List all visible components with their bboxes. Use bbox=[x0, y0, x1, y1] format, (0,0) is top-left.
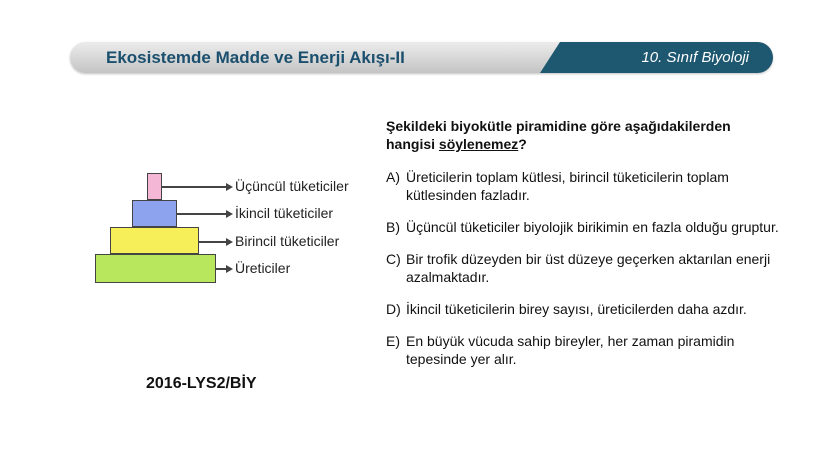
biomass-pyramid-figure bbox=[88, 165, 368, 295]
exam-code: 2016-LYS2/BİY bbox=[146, 375, 257, 392]
option-text: Üçüncül tüketiciler biyolojik birikimin en fazla olduğu gruptur. bbox=[406, 219, 779, 235]
answer-options bbox=[386, 168, 786, 382]
label-tertiary: Üçüncül tüketiciler bbox=[235, 178, 349, 194]
pyramid-layer-tertiary bbox=[147, 173, 162, 200]
option-letter: E) bbox=[386, 333, 400, 349]
option-letter: B) bbox=[386, 219, 400, 235]
pyramid-layer-producers bbox=[95, 254, 216, 283]
arrow-primary bbox=[199, 241, 227, 243]
option-a[interactable] bbox=[386, 168, 786, 204]
page-title: Ekosistemde Madde ve Enerji Akışı-II bbox=[106, 48, 405, 67]
option-text: Üreticilerin toplam kütlesi, birincil tüketicilerin toplam kütlesinden fazladır. bbox=[406, 169, 729, 203]
arrow-secondary bbox=[177, 213, 227, 215]
option-letter: C) bbox=[386, 251, 401, 267]
header-banner bbox=[70, 42, 773, 73]
option-c[interactable] bbox=[386, 250, 786, 286]
pyramid-layer-primary bbox=[110, 227, 199, 254]
arrow-tertiary bbox=[162, 186, 227, 188]
option-letter: A) bbox=[386, 169, 400, 185]
question-stem-end: ? bbox=[518, 136, 527, 152]
label-producers: Üreticiler bbox=[235, 260, 291, 276]
option-b[interactable] bbox=[386, 218, 786, 236]
option-text: En büyük vücuda sahip bireyler, her zaman piramidin tepesinde yer alır. bbox=[406, 333, 735, 367]
option-text: Bir trofik düzeyden bir üst düzeye geçerken aktarılan enerji azalmaktadır. bbox=[406, 251, 771, 285]
option-letter: D) bbox=[386, 301, 401, 317]
question-stem-emphasis: söylenemez bbox=[438, 136, 519, 152]
arrow-head-secondary bbox=[226, 210, 233, 218]
label-secondary: İkincil tüketiciler bbox=[235, 205, 334, 221]
arrow-head-producers bbox=[226, 265, 233, 273]
pyramid-layer-secondary bbox=[132, 200, 177, 227]
arrow-head-tertiary bbox=[226, 183, 233, 191]
question-stem-text: Şekildeki biyokütle piramidine göre aşağıdakilerden hangisi bbox=[386, 118, 731, 152]
option-text: İkincil tüketicilerin birey sayısı, üreticilerden daha azdır. bbox=[406, 301, 747, 317]
question-stem bbox=[386, 117, 776, 153]
option-d[interactable] bbox=[386, 300, 786, 318]
option-e[interactable] bbox=[386, 332, 786, 368]
course-label: 10. Sınıf Biyoloji bbox=[641, 49, 749, 66]
arrow-head-primary bbox=[226, 238, 233, 246]
label-primary: Birincil tüketiciler bbox=[235, 233, 340, 249]
